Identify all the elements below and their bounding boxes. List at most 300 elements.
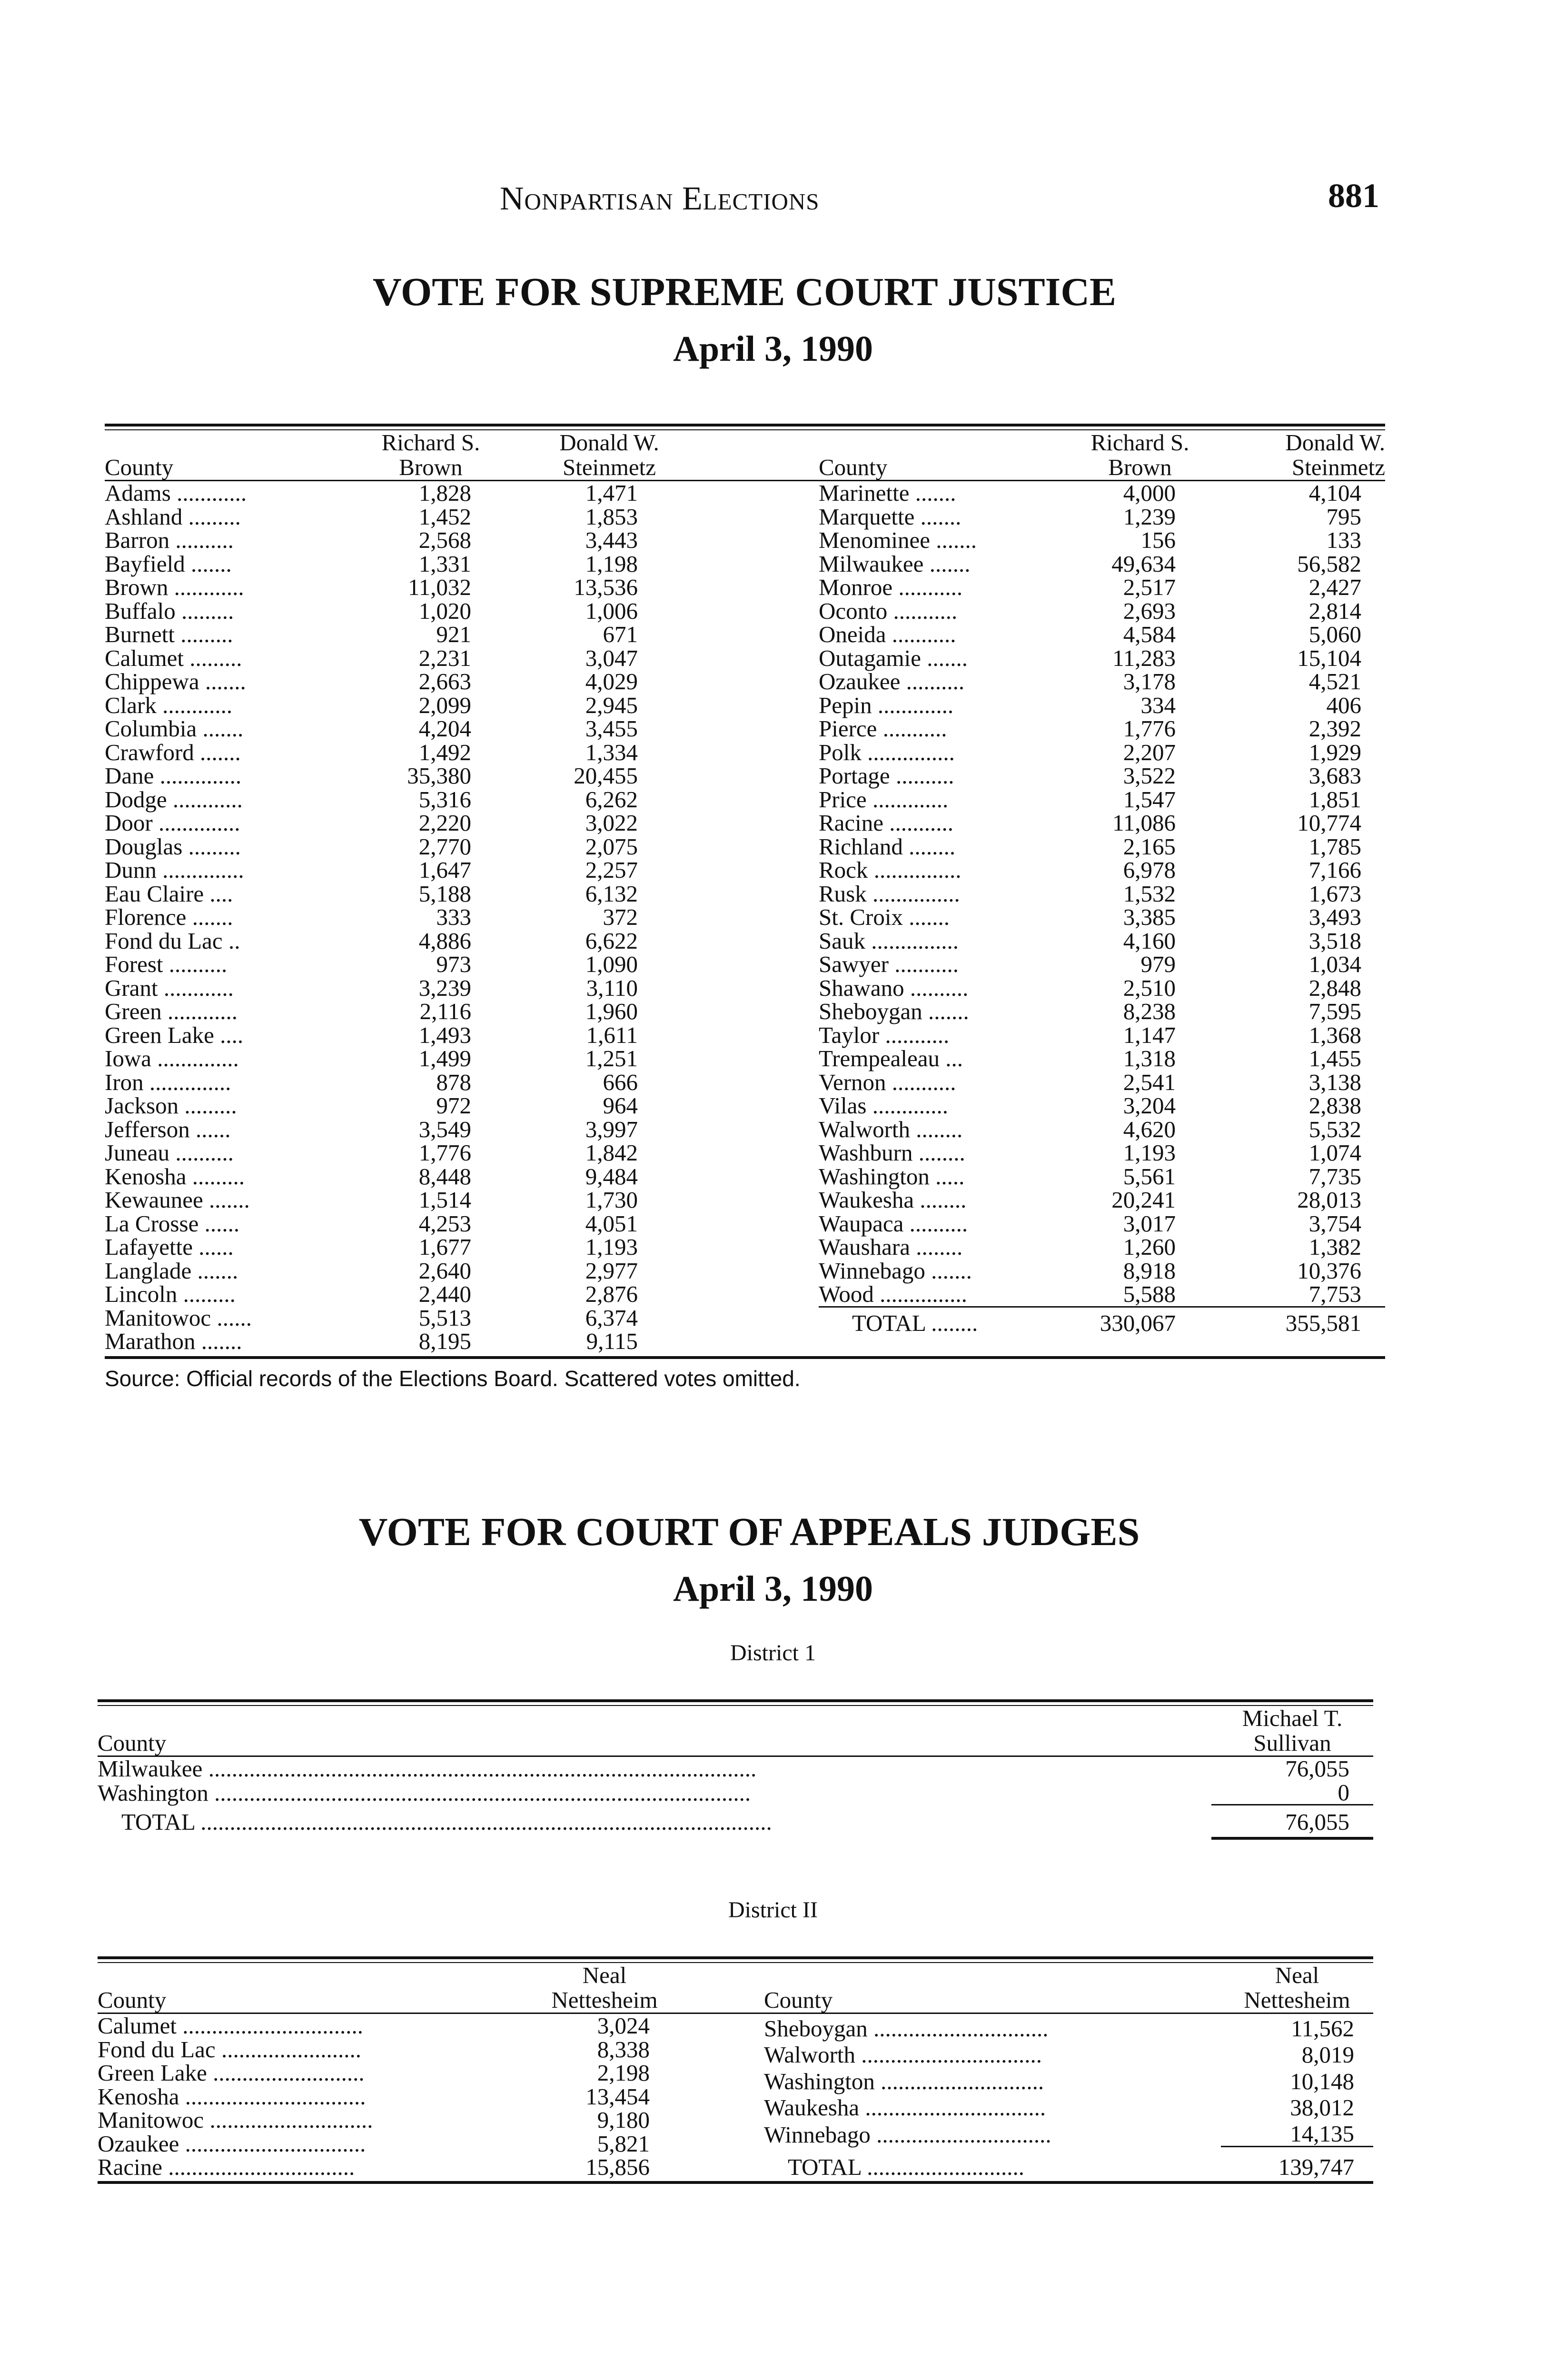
county-name: Brown (105, 574, 168, 600)
district1-total-leader: .................................................................................................. (194, 1809, 772, 1835)
county-name: Jefferson (105, 1116, 190, 1142)
county-name: Washburn (819, 1140, 913, 1166)
county-name: Forest (105, 951, 163, 977)
steinmetz-votes: 372 (603, 904, 638, 930)
leader-dots: ....... (921, 645, 968, 671)
brown-votes: 2,440 (418, 1281, 471, 1307)
county-name: Milwaukee (819, 550, 924, 577)
county-name: Monroe (819, 574, 893, 600)
district1-total-label (98, 1805, 1211, 1834)
steinmetz-votes: 133 (1326, 527, 1361, 553)
district2-col-nettesheim (526, 1963, 683, 2013)
leader-dots: .......... (163, 951, 228, 977)
gap-cell (709, 764, 819, 788)
table-row (819, 1000, 1385, 1023)
county-name: Trempealeau (819, 1045, 940, 1071)
district2-right (764, 1963, 1373, 2179)
leader-dots: ....... (186, 904, 233, 930)
table-row (819, 952, 1385, 976)
county-name: Clark (105, 692, 157, 718)
steinmetz-votes: 666 (603, 1069, 638, 1095)
table-row (105, 1141, 819, 1165)
steinmetz-votes: 1,455 (1308, 1045, 1361, 1071)
county-cell (105, 599, 352, 623)
county-cell (819, 623, 1061, 646)
brown-votes: 973 (436, 951, 471, 977)
county-name: St. Croix (819, 904, 903, 930)
district2-right-cand-line2: Nettesheim (1244, 1987, 1350, 2013)
gap-cell (709, 1023, 819, 1047)
brown-votes: 5,561 (1123, 1163, 1176, 1190)
brown-votes: 5,316 (418, 786, 471, 813)
county-cell (819, 1259, 1061, 1283)
county-name: Rusk (819, 880, 867, 907)
supreme-left-table (105, 430, 819, 1353)
county-name: Washington (764, 2068, 875, 2094)
nettesheim-votes: 5,821 (597, 2130, 650, 2157)
leader-dots: .......... (900, 668, 965, 694)
gap-cell (709, 811, 819, 835)
county-name: Burnett (105, 621, 175, 647)
brown-votes: 8,448 (418, 1163, 471, 1190)
county-cell (105, 1212, 352, 1236)
leader-dots: ............................... (179, 2083, 366, 2110)
county-cell (105, 741, 352, 764)
district1-cand-line1: Michael T. (1242, 1705, 1343, 1731)
county-name: Manitowoc (98, 2107, 204, 2133)
leader-dots: ....... (914, 503, 961, 530)
county-cell (819, 1118, 1061, 1141)
col-steinmetz-right (1219, 430, 1385, 481)
brown-votes: 4,620 (1123, 1116, 1176, 1142)
steinmetz-votes: 3,683 (1308, 763, 1361, 789)
col-steinmetz-line2: Steinmetz (563, 454, 656, 480)
leader-dots: ............ (168, 574, 244, 600)
steinmetz-votes: 6,132 (585, 880, 638, 907)
leader-dots: .......... (890, 763, 954, 789)
county-name: Iowa (105, 1045, 151, 1071)
steinmetz-votes: 4,521 (1308, 668, 1361, 694)
gap-cell (683, 2155, 764, 2179)
leader-dots: .......................... (207, 2060, 365, 2086)
county-cell (819, 552, 1061, 576)
supreme-right-header (819, 430, 1385, 481)
supreme-table-body (105, 430, 1385, 1353)
nettesheim-votes: 10,148 (1290, 2068, 1354, 2094)
leader-dots: .............. (154, 763, 242, 789)
leader-dots: ............. (872, 692, 954, 718)
leader-dots: ............ (158, 974, 234, 1001)
district2-left-rows (98, 2013, 764, 2179)
county-name: Ozaukee (819, 668, 901, 694)
brown-votes: 1,828 (418, 480, 471, 506)
leader-dots: ............... (865, 927, 959, 954)
gap-cell (709, 1282, 819, 1306)
gap-cell (709, 1165, 819, 1189)
leader-dots: ....... (195, 1328, 242, 1354)
steinmetz-votes: 1,198 (585, 550, 638, 577)
county-name: Ashland (105, 503, 183, 530)
table-row (105, 1212, 819, 1236)
county-cell (105, 882, 352, 906)
table-row (819, 1212, 1385, 1236)
table-row (105, 1188, 819, 1212)
county-cell (819, 505, 1061, 529)
county-name: Adams (105, 480, 171, 506)
district1-table (98, 1699, 1373, 1840)
steinmetz-votes: 1,785 (1308, 833, 1361, 860)
supreme-total-label (819, 1307, 1061, 1335)
table-row (105, 905, 819, 929)
leader-dots: .............. (151, 1045, 239, 1071)
sullivan-votes: 76,055 (1285, 1755, 1349, 1782)
county-cell (105, 528, 352, 552)
leader-dots: ......... (182, 503, 241, 530)
county-name: Menominee (819, 527, 931, 553)
district2-total-label-text: TOTAL (788, 2154, 861, 2180)
supreme-left-header (105, 430, 819, 481)
leader-dots: ............................... (179, 2130, 366, 2157)
county-cell (105, 788, 352, 812)
table-row (98, 1781, 1373, 1805)
county-cell (105, 623, 352, 646)
steinmetz-votes: 13,536 (574, 574, 638, 600)
steinmetz-votes: 7,595 (1308, 998, 1361, 1024)
table-row (105, 788, 819, 812)
steinmetz-votes: 1,382 (1308, 1234, 1361, 1260)
district2-total-row (764, 2146, 1373, 2179)
county-name: La Crosse (105, 1210, 199, 1237)
leader-dots: ........ (902, 833, 956, 860)
county-name: Manitowoc (105, 1304, 211, 1331)
brown-votes: 921 (436, 621, 471, 647)
table-row (105, 575, 819, 599)
table-row (819, 788, 1385, 812)
county-cell (105, 1047, 352, 1071)
steinmetz-votes: 6,622 (585, 927, 638, 954)
steinmetz-votes: 20,455 (574, 763, 638, 789)
county-name: Oneida (819, 621, 886, 647)
steinmetz-votes: 1,611 (586, 1021, 638, 1048)
county-cell (819, 1094, 1061, 1118)
steinmetz-votes: 3,518 (1308, 927, 1361, 954)
county-cell (764, 2067, 1221, 2093)
table-row (819, 976, 1385, 1000)
steinmetz-votes: 1,929 (1308, 739, 1361, 765)
district1-total-value: 76,055 (1211, 1805, 1373, 1834)
table-row (819, 929, 1385, 953)
brown-votes: 1,147 (1123, 1021, 1176, 1048)
nettesheim-votes: 3,024 (597, 2013, 650, 2039)
leader-dots: ................................ (162, 2154, 355, 2180)
county-name: Sawyer (819, 951, 889, 977)
county-name: Dane (105, 763, 154, 789)
gap-cell (709, 882, 819, 906)
district1-col-county: County (98, 1706, 1211, 1756)
col-brown-line1: Richard S. (381, 429, 480, 456)
leader-dots: ........ (912, 1140, 965, 1166)
col-brown (352, 430, 509, 481)
leader-dots: ............................ (874, 2068, 1044, 2094)
county-cell (819, 905, 1061, 929)
county-name: Marquette (819, 503, 915, 530)
brown-votes: 4,886 (418, 927, 471, 954)
leader-dots: ....... (199, 668, 246, 694)
table-row (105, 858, 819, 882)
county-cell (98, 1781, 1211, 1805)
county-name: Iron (105, 1069, 144, 1095)
leader-dots: .......... (169, 1140, 234, 1166)
supreme-table (105, 424, 1385, 1391)
leader-dots: ............. (866, 1092, 948, 1119)
leader-dots: .. (222, 927, 240, 954)
steinmetz-votes: 3,022 (585, 810, 638, 836)
steinmetz-votes: 4,029 (585, 668, 638, 694)
brown-votes: 2,099 (418, 692, 471, 718)
steinmetz-votes: 2,876 (585, 1281, 638, 1307)
county-cell (819, 1071, 1061, 1094)
county-cell (98, 2132, 526, 2156)
leader-dots: ....... (925, 1257, 972, 1284)
county-name: Waupaca (819, 1210, 904, 1237)
leader-dots: ............ (156, 692, 233, 718)
gap-cell (709, 717, 819, 741)
col-steinmetz-right-line1: Donald W. (1285, 429, 1385, 456)
table-row (105, 1094, 819, 1118)
district2-top-rule-thin (98, 1959, 1373, 1963)
col-gap (709, 430, 819, 481)
county-cell (105, 575, 352, 599)
county-name: Pierce (819, 715, 877, 742)
county-cell (105, 905, 352, 929)
county-cell (105, 1141, 352, 1165)
district2-label: District II (728, 1897, 818, 1923)
supreme-total-label-text: TOTAL (852, 1309, 925, 1336)
county-name: Polk (819, 739, 862, 765)
gap-cell (709, 929, 819, 953)
county-name: Marinette (819, 480, 910, 506)
table-row (764, 2013, 1373, 2041)
table-row (819, 835, 1385, 859)
table-row (819, 811, 1385, 835)
table-row (105, 646, 819, 670)
brown-votes: 5,188 (418, 880, 471, 907)
steinmetz-votes: 2,427 (1308, 574, 1361, 600)
table-row (105, 1000, 819, 1023)
gap-cell (709, 1235, 819, 1259)
brown-votes: 2,116 (419, 998, 471, 1024)
table-row (105, 1023, 819, 1047)
brown-votes: 1,193 (1123, 1140, 1176, 1166)
steinmetz-votes: 10,376 (1297, 1257, 1361, 1284)
county-cell (98, 2155, 526, 2179)
brown-votes: 1,547 (1123, 786, 1176, 813)
table-row (105, 481, 819, 505)
county-name: Sauk (819, 927, 865, 954)
supreme-left-rows (105, 481, 819, 1353)
gap-cell (709, 1188, 819, 1212)
district2-left (98, 1963, 764, 2179)
brown-votes: 11,086 (1112, 810, 1176, 836)
col-steinmetz-line1: Donald W. (559, 429, 659, 456)
table-row (105, 670, 819, 694)
leader-dots: ....... (909, 480, 956, 506)
county-name: Calumet (105, 645, 184, 671)
county-cell (819, 1212, 1061, 1236)
supreme-table-top-rule-thin (105, 426, 1385, 430)
table-row (819, 1141, 1385, 1165)
district2-cand-line2: Nettesheim (551, 1987, 658, 2013)
supreme-total-steinmetz: 355,581 (1219, 1307, 1385, 1335)
county-name: Door (105, 810, 153, 836)
table-row (819, 1047, 1385, 1071)
brown-votes: 979 (1140, 951, 1176, 977)
county-cell (819, 1023, 1061, 1047)
table-row (819, 646, 1385, 670)
leader-dots: ........... (892, 574, 963, 600)
table-row (105, 929, 819, 953)
county-cell (819, 929, 1061, 953)
county-cell (105, 858, 352, 882)
nettesheim-votes: 14,135 (1290, 2121, 1354, 2147)
table-row (105, 599, 819, 623)
county-name: Kenosha (105, 1163, 187, 1190)
county-name: Dunn (105, 857, 157, 883)
gap-cell (709, 1071, 819, 1094)
county-name: Kenosha (98, 2083, 179, 2110)
district1-total-label-text: TOTAL (121, 1809, 195, 1835)
supreme-total-row (819, 1307, 1385, 1335)
nettesheim-votes: 8,019 (1301, 2042, 1354, 2068)
gap-cell (709, 670, 819, 694)
district1-col-sullivan (1211, 1706, 1373, 1756)
brown-votes: 2,770 (418, 833, 471, 860)
col-brown-right (1061, 430, 1219, 481)
brown-votes: 8,918 (1123, 1257, 1176, 1284)
gap-cell (709, 858, 819, 882)
steinmetz-votes: 671 (603, 621, 638, 647)
steinmetz-votes: 1,006 (585, 597, 638, 624)
nettesheim-votes: 15,856 (585, 2154, 650, 2180)
steinmetz-votes: 2,977 (585, 1257, 638, 1284)
county-name: Walworth (819, 1116, 911, 1142)
brown-votes: 1,020 (418, 597, 471, 624)
brown-votes: 35,380 (407, 763, 471, 789)
brown-votes: 4,000 (1123, 480, 1176, 506)
supreme-total-leader: ........ (931, 1309, 978, 1336)
leader-dots: ............... (868, 857, 961, 883)
county-cell (98, 2038, 526, 2062)
county-name: Waukesha (819, 1187, 914, 1213)
district2-table (98, 1956, 1373, 2184)
table-row (105, 882, 819, 906)
steinmetz-votes: 10,774 (1297, 810, 1361, 836)
county-cell (819, 952, 1061, 976)
county-cell (105, 717, 352, 741)
table-row (98, 2108, 764, 2132)
steinmetz-votes: 15,104 (1297, 645, 1361, 671)
leader-dots: ............................ (204, 2107, 373, 2133)
gap-cell (709, 835, 819, 859)
brown-votes: 2,693 (1123, 597, 1176, 624)
district2-total-leader: ........................... (861, 2154, 1024, 2180)
brown-votes: 1,776 (418, 1140, 471, 1166)
district1-grid (98, 1706, 1373, 1834)
supreme-left-half (105, 430, 819, 1353)
county-name: Taylor (819, 1021, 880, 1048)
appeals-title: VOTE FOR COURT OF APPEALS JUDGES (358, 1510, 1140, 1554)
county-cell (105, 1259, 352, 1283)
county-name: Sheboygan (764, 2015, 868, 2042)
leader-dots: ......... (177, 1281, 236, 1307)
county-cell (819, 835, 1061, 859)
table-row (819, 1071, 1385, 1094)
leader-dots: ........... (883, 810, 954, 836)
brown-votes: 3,204 (1123, 1092, 1176, 1119)
table-row (819, 599, 1385, 623)
county-name: Kewaunee (105, 1187, 203, 1213)
county-cell (105, 1282, 352, 1306)
county-name: Lafayette (105, 1234, 193, 1260)
county-name: Bayfield (105, 550, 185, 577)
gap-cell (709, 599, 819, 623)
county-cell (819, 1235, 1061, 1259)
brown-votes: 1,499 (418, 1045, 471, 1071)
county-cell (819, 1188, 1061, 1212)
table-row (819, 1259, 1385, 1283)
district1-label: District 1 (730, 1640, 816, 1666)
steinmetz-votes: 1,851 (1308, 786, 1361, 813)
nettesheim-votes: 13,454 (585, 2083, 650, 2110)
brown-votes: 3,239 (418, 974, 471, 1001)
county-cell (105, 1329, 352, 1353)
county-cell (764, 2119, 1221, 2146)
leader-dots: ............... (866, 880, 960, 907)
county-name: Pepin (819, 692, 872, 718)
district2-col-nettesheim-right (1221, 1963, 1373, 2013)
leader-dots: ....... (194, 739, 241, 765)
county-name: Calumet (98, 2013, 177, 2039)
county-cell (819, 1000, 1061, 1023)
county-name: Vernon (819, 1069, 886, 1095)
county-cell (105, 764, 352, 788)
county-name: Price (819, 786, 867, 813)
county-name: Walworth (764, 2042, 856, 2068)
steinmetz-votes: 3,443 (585, 527, 638, 553)
leader-dots: ............... (873, 1281, 967, 1307)
steinmetz-votes: 9,484 (585, 1163, 638, 1190)
county-name: Marathon (105, 1328, 196, 1354)
brown-votes: 333 (436, 904, 471, 930)
gap-cell (709, 1306, 819, 1330)
county-cell (819, 599, 1061, 623)
brown-votes: 2,220 (418, 810, 471, 836)
steinmetz-votes: 2,848 (1308, 974, 1361, 1001)
county-cell (819, 481, 1061, 505)
steinmetz-votes: 1,193 (585, 1234, 638, 1260)
leader-dots: ............ (170, 480, 247, 506)
brown-votes: 3,549 (418, 1116, 471, 1142)
county-cell (819, 717, 1061, 741)
county-cell (98, 1756, 1211, 1781)
table-row (819, 505, 1385, 529)
appeals-date: April 3, 1990 (673, 1569, 873, 1609)
steinmetz-votes: 795 (1326, 503, 1361, 530)
county-name: Racine (819, 810, 884, 836)
gap-cell (709, 905, 819, 929)
district1-rows (98, 1756, 1373, 1805)
brown-votes: 1,260 (1123, 1234, 1176, 1260)
